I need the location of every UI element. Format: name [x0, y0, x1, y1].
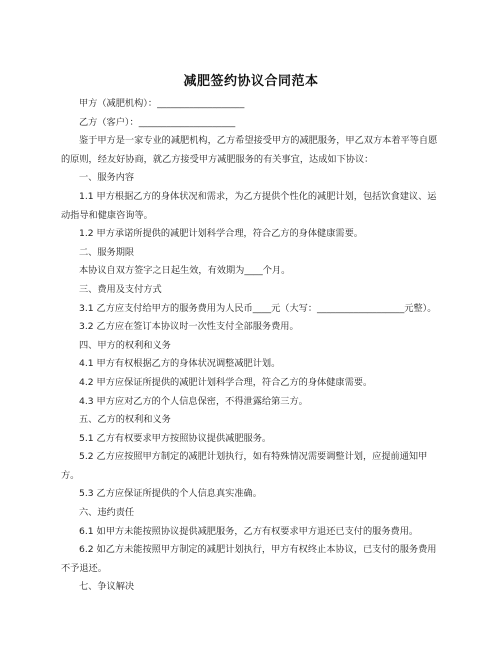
preamble-paragraph: 鉴于甲方是一家专业的减肥机构，乙方希望接受甲方的减肥服务，甲乙双方本着平等自愿的原则，经友好协商，就乙方接受甲方减肥服务的有关事宜，达成如下协议： — [61, 135, 438, 165]
clause-paragraph: 3.2 乙方应在签订本协议时一次性支付全部服务费用。 — [79, 321, 299, 333]
clause-paragraph: 1.1 甲方根据乙方的身体状况和需求，为乙方提供个性化的减肥计划，包括饮食建议、运动指导和健康咨询等。 — [61, 190, 437, 221]
clause-paragraph: 3.1 乙方应支付给甲方的服务费用为人民币____元（大写：___________________元整）。 — [79, 302, 437, 314]
section-heading: 二、服务期限 — [79, 246, 135, 258]
document-title: 减肥签约协议合同范本 — [183, 74, 319, 89]
clause-paragraph: 4.2 甲方应保证所提供的减肥计划科学合理，符合乙方的身体健康需要。 — [79, 376, 373, 388]
clause-paragraph: 4.1 甲方有权根据乙方的身体状况调整减肥计划。 — [79, 358, 281, 370]
clause-paragraph: 5.1 乙方有权要求甲方按照协议提供减肥服务。 — [79, 432, 272, 444]
clause-paragraph: 本协议自双方签字之日起生效，有效期为____个月。 — [79, 265, 291, 277]
section-heading: 三、费用及支付方式 — [79, 283, 162, 295]
clause-paragraph: 4.3 甲方应对乙方的个人信息保密，不得泄露给第三方。 — [79, 395, 308, 407]
clause-paragraph: 6.1 如甲方未能按照协议提供减肥服务，乙方有权要求甲方退还已支付的服务费用。 — [79, 525, 419, 537]
clause-paragraph: 1.2 甲方承诺所提供的减肥计划科学合理，符合乙方的身体健康需要。 — [79, 228, 363, 240]
clause-paragraph: 5.2 乙方应按照甲方制定的减肥计划执行，如有特殊情况需要调整计划，应提前通知甲方。 — [61, 451, 428, 481]
party-a-line: 甲方（减肥机构）：___________________ — [79, 98, 245, 109]
party-b-line: 乙方（客户）：_____________________ — [79, 116, 236, 128]
section-heading: 五、乙方的权利和义务 — [79, 414, 171, 426]
document-body — [61, 95, 441, 597]
clause-paragraph: 5.3 乙方应保证所提供的个人信息真实准确。 — [79, 488, 262, 500]
section-heading: 七、争议解决 — [79, 581, 135, 593]
section-heading: 六、违约责任 — [79, 507, 135, 519]
section-heading: 一、服务内容 — [79, 172, 135, 184]
section-heading: 四、甲方的权利和义务 — [79, 339, 171, 351]
clause-paragraph: 6.2 如乙方未能按照甲方制定的减肥计划执行，甲方有权终止本协议，已支付的服务费用不予退还。 — [61, 544, 437, 574]
